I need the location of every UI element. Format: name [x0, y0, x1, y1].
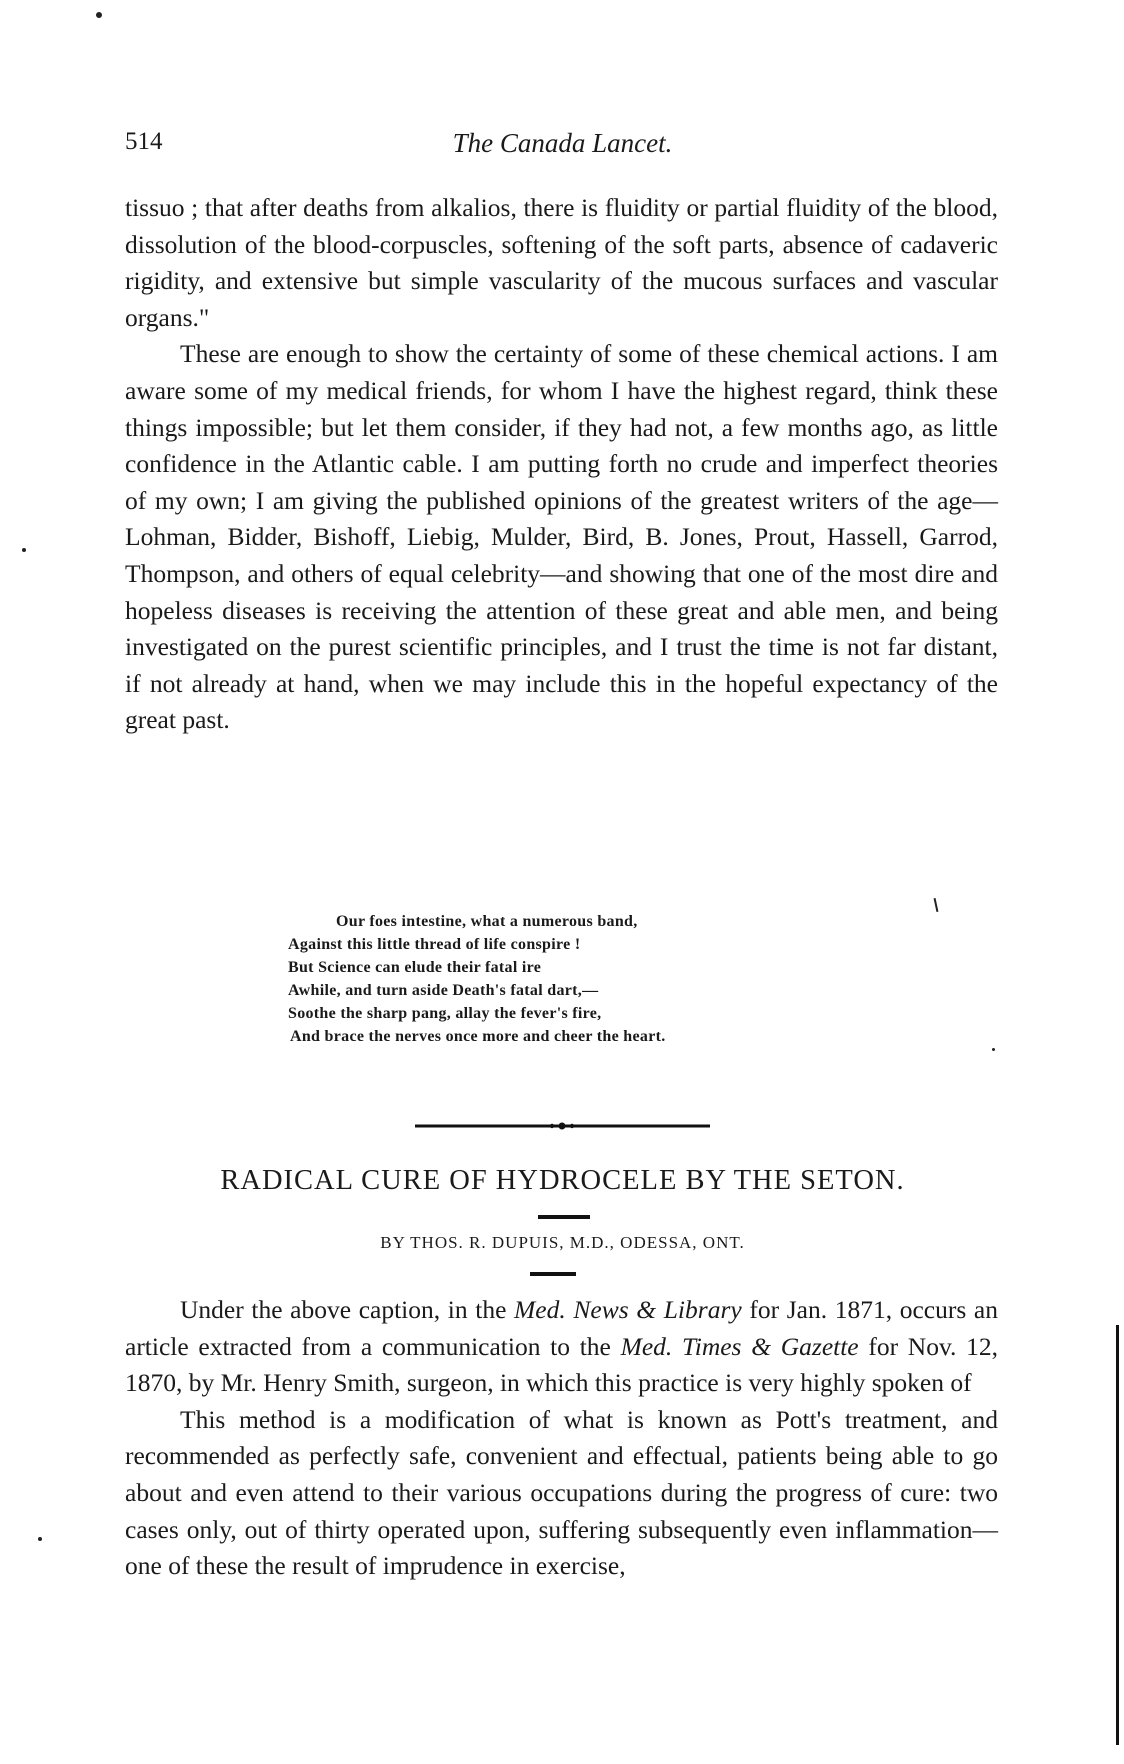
text-run: for Nov. 12, 1870, by Mr. Henry Smith, surgeon, in which this practice is very highly spoken of — [125, 1331, 998, 1398]
scan-edge-line — [1116, 1325, 1119, 1745]
running-title: The Canada Lancet. — [452, 128, 673, 158]
text-run: Under the above caption, in the — [180, 1295, 515, 1324]
poem-line: Awhile, and turn aside Death's fatal dart,— — [288, 982, 599, 999]
text-run: This method is a modification of what is known as Pott's treatment, and recommended as perfectly safe, convenient and effectual, patients being able to go about and even attend to their various occupations during the progress of cure: two cases only, out of thirty operated upon, suffering subsequently even inflammation—one of these the result of imprudence in exercise, — [125, 1404, 998, 1581]
poem-line: And brace the nerves once more and cheer the heart. — [290, 1028, 666, 1045]
byline-rule — [530, 1272, 576, 1276]
paragraph: These are enough to show the certainty of some of these chemical actions. I am aware some of my medical friends, for whom I have the highest regard, think these things impossible; but let them consider, if they had not, a few months ago, as little confidence in the Atlantic cable. I am putting forth no crude and imperfect theories of my own; I am giving the published opinions of the greatest writers of the age—Lohman, Bidder, Bishoff, Liebig, Mulder, Bird, B. Jones, Prout, Hassell, Garrod, Thompson, and others of equal celebrity—and showing that one of the most dire and hopeless diseases is receiving the attention of these great and able men, and being investigated on the purest scientific principles, and I trust the time is not far distant, if not already at hand, when we may include this in the hopeful expectancy of the great past. — [125, 339, 998, 735]
scan-speck — [992, 1048, 995, 1051]
paragraph — [125, 1292, 998, 1402]
journal-title: Med. News & Library — [514, 1295, 742, 1324]
body-text-part-2 — [125, 1292, 998, 1585]
page-number: 514 — [125, 128, 163, 155]
title-rule — [538, 1215, 590, 1219]
scan-speck — [22, 548, 26, 552]
margin-mark — [934, 898, 939, 912]
paragraph: tissuo ; that after deaths from alkalios, there is fluidity or partial fluidity of the blood, dissolution of the blood-corpuscles, softening of the soft parts, absence of cadaveric rigidity, and extensive but simple vascularity of the mucous surfaces and vascular organs." — [125, 193, 998, 332]
article-title: RADICAL CURE OF HYDROCELE BY THE SETON. — [220, 1165, 905, 1196]
body-text-part-1 — [125, 190, 998, 739]
paragraph — [125, 1402, 998, 1585]
journal-title: Med. Times & Gazette — [620, 1331, 859, 1361]
poem-line: Our foes intestine, what a numerous band, — [336, 913, 638, 930]
poem-line: Against this little thread of life conspire ! — [288, 936, 581, 953]
poem-line: Soothe the sharp pang, allay the fever's fire, — [288, 1005, 602, 1022]
text-run: for Jan. 1871, occurs an article extracted from a communication to the — [125, 1295, 998, 1361]
scan-speck — [38, 1537, 42, 1541]
scan-speck — [96, 12, 102, 18]
poem-stanza — [288, 910, 928, 1048]
poem-line: But Science can elude their fatal ire — [288, 959, 542, 976]
running-header — [125, 128, 1000, 168]
ornamental-divider — [415, 1120, 710, 1132]
article-byline: BY THOS. R. DUPUIS, M.D., ODESSA, ONT. — [380, 1233, 745, 1252]
